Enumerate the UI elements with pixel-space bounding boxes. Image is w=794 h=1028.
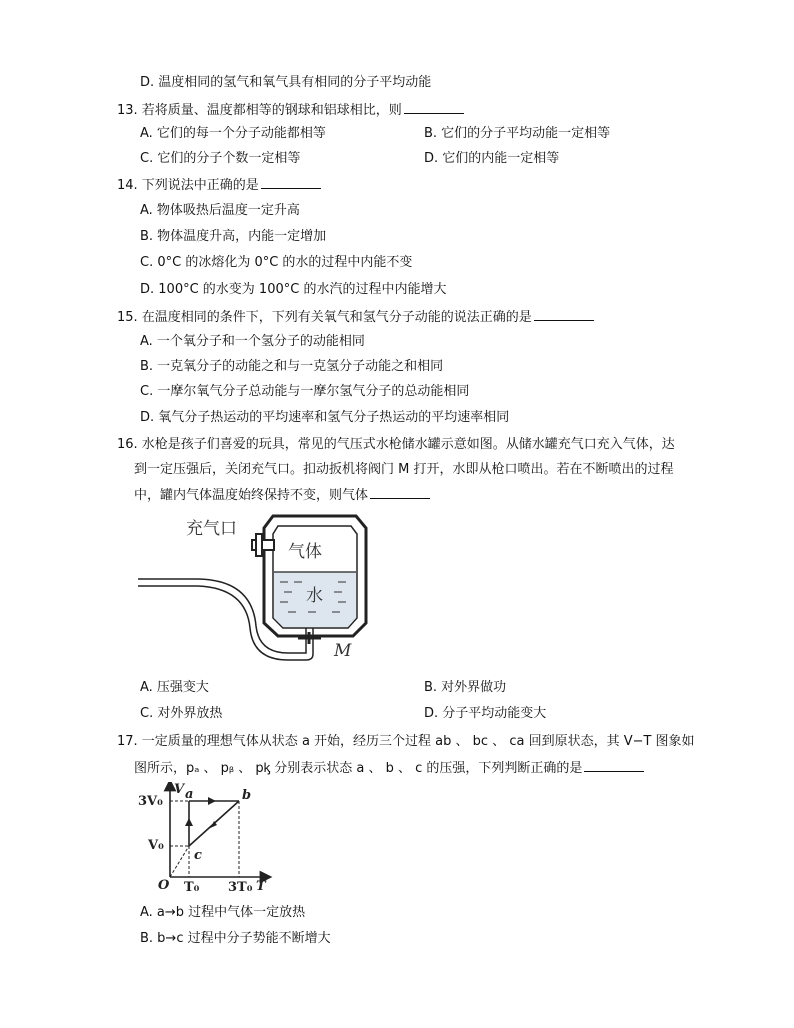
q12-option-d: D. 温度相同的氢气和氧气具有相同的分子平均动能 xyxy=(140,75,432,90)
q17-vt-graph xyxy=(138,782,278,898)
label-v0: V₀ xyxy=(148,838,164,853)
q15-option-b: B. 一克氧分子的动能之和与一克氢分子动能之和相同 xyxy=(140,359,444,374)
q16-stem-line1: 16. 水枪是孩子们喜爱的玩具，常见的气压式水枪储水罐示意如图。从储水罐充气口充入气体，达 xyxy=(117,437,675,452)
q16-water-gun-figure xyxy=(138,508,368,670)
q17-stem-line1: 17. 一定质量的理想气体从状态 a 开始，经历三个过程 ab 、 bc 、 ca 回到原状态，其 V−T 图象如 xyxy=(117,734,695,749)
q16-option-c: C. 对外界放热 xyxy=(140,706,223,721)
fig-water-label: 水 xyxy=(306,586,323,606)
label-t-axis: T xyxy=(256,879,266,894)
q13-stem-text: 13. 若将质量、温度都相等的钢球和铝球相比，则 xyxy=(117,103,402,118)
q14-option-c: C. 0°C 的冰熔化为 0°C 的水的过程中内能不变 xyxy=(140,255,413,270)
q17-answer-blank xyxy=(584,759,644,772)
q15-stem xyxy=(117,308,594,327)
q16-stem-line2: 到一定压强后，关闭充气口。扣动扳机将阀门 M 打开，水即从枪口喷出。若在不断喷出的过程 xyxy=(134,462,674,477)
q16-option-d: D. 分子平均动能变大 xyxy=(424,706,547,721)
q13-answer-blank xyxy=(404,101,464,114)
label-3v0: 3V₀ xyxy=(138,794,163,809)
q14-option-d: D. 100°C 的水变为 100°C 的水汽的过程中内能增大 xyxy=(140,282,447,297)
q15-option-a: A. 一个氧分子和一个氢分子的动能相同 xyxy=(140,334,365,349)
q13-stem xyxy=(117,101,464,120)
q13-option-b: B. 它们的分子平均动能一定相等 xyxy=(424,126,611,141)
q15-option-d: D. 氧气分子热运动的平均速率和氢气分子热运动的平均速率相同 xyxy=(140,410,510,425)
q13-option-c: C. 它们的分子个数一定相等 xyxy=(140,151,301,166)
q14-stem-text: 14. 下列说法中正确的是 xyxy=(117,178,259,193)
label-state-c: c xyxy=(194,848,202,863)
inlet-valve-cap xyxy=(256,534,262,556)
guide-origin xyxy=(170,846,189,877)
q13-option-d: D. 它们的内能一定相等 xyxy=(424,151,560,166)
label-v-axis: V xyxy=(174,782,185,797)
q15-option-c: C. 一摩尔氧气分子总动能与一摩尔氢气分子的总动能相同 xyxy=(140,384,470,399)
q17-stem-line2 xyxy=(134,759,644,778)
fig-inlet-label: 充气口 xyxy=(186,519,237,539)
q14-option-a: A. 物体吸热后温度一定升高 xyxy=(140,203,300,218)
q14-option-b: B. 物体温度升高，内能一定增加 xyxy=(140,229,327,244)
q16-stem-line3 xyxy=(134,486,430,505)
q16-option-b: B. 对外界做功 xyxy=(424,680,507,695)
label-state-a: a xyxy=(185,787,194,802)
q15-stem-text: 15. 在温度相同的条件下，下列有关氧气和氢气分子动能的说法正确的是 xyxy=(117,310,532,325)
label-origin: O xyxy=(158,878,170,893)
q16-option-a: A. 压强变大 xyxy=(140,680,209,695)
q13-option-a: A. 它们的每一个分子动能都相等 xyxy=(140,126,326,141)
fig-valve-label: M xyxy=(334,641,352,661)
label-state-b: b xyxy=(242,788,252,803)
q15-answer-blank xyxy=(534,308,594,321)
q17-option-a: A. a→b 过程中气体一定放热 xyxy=(140,905,306,920)
q17-option-b: B. b→c 过程中分子势能不断增大 xyxy=(140,931,331,946)
q14-answer-blank xyxy=(261,176,321,189)
fig-gas-label: 气体 xyxy=(288,542,322,562)
arrow-ab xyxy=(208,797,216,805)
q16-answer-blank xyxy=(370,486,430,499)
q14-stem xyxy=(117,176,321,195)
arrow-ca xyxy=(185,818,193,826)
label-3t0: 3T₀ xyxy=(228,880,253,895)
q16-stem-text: 中，罐内气体温度始终保持不变，则气体 xyxy=(134,488,369,503)
label-t0: T₀ xyxy=(184,880,200,895)
q17-stem-text: 图所示，pₐ 、 pᵦ 、 pᶄ 分别表示状态 a 、 b 、 c 的压强，下列判断正确的是 xyxy=(134,761,583,776)
